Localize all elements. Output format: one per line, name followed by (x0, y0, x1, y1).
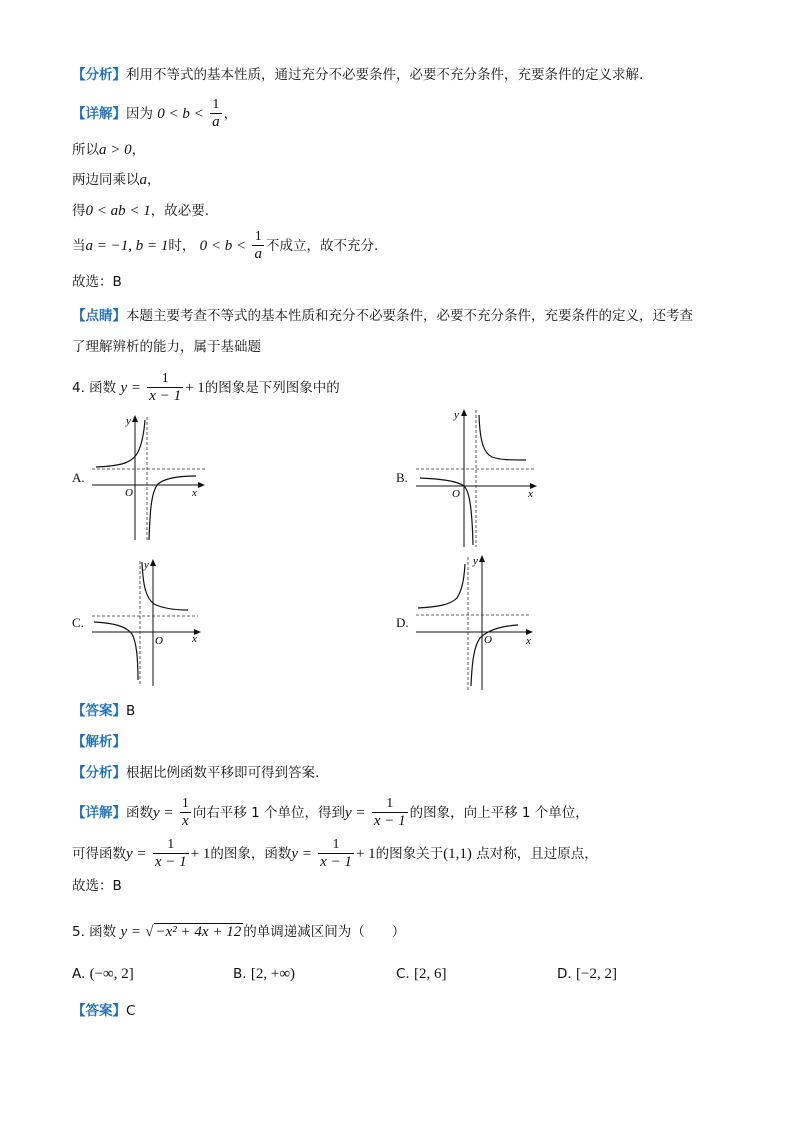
option-label: C. (396, 966, 410, 982)
detail-text: 的图象，向上平移 1 个单位， (409, 805, 589, 822)
mult-text: 两边同乘以 (72, 172, 140, 188)
q3-comment-line-1 (72, 310, 693, 324)
stem-suffix: 的单调递减区间为（ ） (243, 924, 406, 940)
q3-analysis-line (72, 69, 643, 83)
option-c-label: C. (72, 615, 84, 630)
q5-answer-line (72, 1005, 135, 1019)
graph-b (412, 405, 540, 551)
q4-jiexi-line (72, 736, 126, 750)
x-arrow-icon (198, 482, 205, 488)
option-value: [2, +∞) (250, 966, 296, 982)
get-suffix: ，故必要. (150, 203, 210, 219)
q4-stem (72, 372, 340, 404)
jiexi-tag: 【解析】 (72, 734, 126, 750)
detail-text: 向右平移 1 个单位，得到 (192, 805, 345, 822)
frac-num: 1 (332, 837, 340, 852)
y-arrow-icon (150, 559, 156, 566)
sqrt-expression: √ −x² + 4x + 12 (145, 924, 242, 940)
detail-plus: + 1 (355, 846, 376, 863)
graph-d (412, 552, 536, 694)
detail-fraction (180, 797, 191, 829)
when-prefix: 当 (72, 238, 86, 255)
y-label: y (454, 409, 459, 421)
detail-y: y = (345, 805, 366, 822)
curve-left (94, 622, 138, 680)
frac-den: x − 1 (320, 853, 352, 870)
comment-text-1: 本题主要考查不等式的基本性质和充分不必要条件，必要不充分条件，充要条件的定义，还考查 (126, 308, 693, 324)
q4-detail-line-1 (72, 797, 589, 829)
y-arrow-icon (461, 409, 467, 416)
frac-num: 1 (254, 229, 262, 244)
q3-get-line (72, 204, 209, 219)
detail-suffix: ， (223, 106, 238, 123)
detail-fraction (372, 797, 408, 829)
detail-tag: 【详解】 (72, 805, 126, 822)
origin-label: O (125, 487, 133, 499)
when-math: a = −1, b = 1 (85, 238, 169, 255)
detail-text: 点对称，且过原点， (471, 846, 598, 863)
q5-option-c (396, 967, 447, 982)
detail-text: 可得函数 (72, 846, 126, 863)
detail-y: y = (153, 805, 174, 822)
answer-value: B (126, 703, 136, 719)
q3-detail-line (72, 98, 237, 130)
q3-so-line (72, 143, 145, 158)
q3-mult-line (72, 173, 161, 188)
q3-when-line (72, 230, 378, 262)
curve-right (479, 415, 526, 460)
q4-choice-line: 故选：B (72, 878, 122, 894)
frac-num: 1 (181, 796, 189, 811)
detail-y: y = (291, 846, 312, 863)
curve-left (420, 478, 473, 545)
detail-y: y = (126, 846, 147, 863)
analysis-text: 根据比例函数平移即可得到答案. (126, 765, 320, 781)
analysis-text: 利用不等式的基本性质，通过充分不必要条件，必要不充分条件，充要条件的定义求解. (126, 67, 644, 83)
option-b-label: B. (396, 470, 408, 485)
stem-fraction (147, 372, 183, 404)
y-arrow-icon (132, 415, 138, 422)
detail-plus: + 1 (190, 846, 211, 863)
x-label: x (192, 487, 197, 499)
analysis-tag: 【分析】 (72, 67, 126, 83)
radicand: −x² + 4x + 12 (155, 924, 242, 940)
when-fraction (252, 230, 264, 262)
option-value: (−∞, 2] (89, 966, 134, 982)
frac-num: 1 (386, 796, 394, 811)
option-label: B. (233, 966, 247, 982)
q5-stem (72, 925, 405, 940)
q5-option-b (233, 967, 295, 982)
so-suffix: ， (131, 142, 146, 158)
q3-choice-line: 故选：B (72, 274, 122, 290)
detail-text: 的图象关于 (375, 846, 444, 863)
when-mid: 时， (168, 238, 196, 255)
detail-prefix: 因为 (126, 106, 153, 123)
q3-comment-line-2: 了理解辨析的能力，属于基础题 (72, 339, 261, 355)
mult-var: a (139, 172, 147, 188)
stem-prefix: 4. 函数 (72, 380, 117, 397)
x-label: x (528, 488, 533, 500)
q5-option-a (72, 967, 134, 982)
so-math: a > 0 (99, 142, 132, 158)
detail-text: 的图象，函数 (210, 846, 292, 863)
curve-right (471, 625, 518, 686)
frac-den: x − 1 (373, 812, 406, 829)
when-suffix: 不成立，故不充分. (265, 238, 379, 255)
frac-num: 1 (212, 97, 220, 112)
origin-label: O (452, 488, 460, 500)
q4-answer-line (72, 705, 135, 719)
get-math: 0 < ab < 1 (85, 203, 151, 219)
y-label: y (126, 415, 131, 427)
y-label: y (144, 559, 149, 571)
option-d-label: D. (396, 615, 409, 630)
frac-den: x − 1 (149, 387, 182, 404)
graph-a (88, 412, 208, 544)
comment-tag: 【点睛】 (72, 308, 126, 324)
curve-left (96, 420, 145, 467)
frac-num: 1 (167, 837, 175, 852)
option-a-label: A. (72, 470, 85, 485)
stem-prefix: 5. 函数 (72, 924, 117, 940)
y-arrow-icon (479, 555, 485, 562)
detail-fraction (153, 838, 189, 870)
so-prefix: 所以 (72, 142, 99, 158)
detail-inequality: 0 < b < (157, 106, 204, 123)
graph-c (88, 556, 206, 690)
x-label: x (192, 633, 197, 645)
q4-detail-line-2 (72, 838, 598, 870)
curve-right (142, 562, 188, 610)
origin-label: O (484, 634, 492, 646)
answer-tag: 【答案】 (72, 703, 126, 719)
option-value: [−2, 2] (575, 966, 617, 982)
frac-den: x (181, 812, 189, 829)
option-label: A. (72, 966, 86, 982)
symmetry-point: (1,1) (443, 846, 472, 863)
frac-den: x − 1 (154, 853, 187, 870)
answer-tag: 【答案】 (72, 1003, 126, 1019)
detail-tag: 【详解】 (72, 106, 126, 123)
option-label: D. (557, 966, 572, 982)
stem-y: y = (120, 924, 141, 940)
analysis-tag: 【分析】 (72, 765, 126, 781)
detail-fraction (318, 838, 354, 870)
option-value: [2, 6] (414, 966, 447, 982)
frac-den: a (254, 245, 262, 262)
when-inequality: 0 < b < (199, 238, 247, 255)
stem-suffix: 的图象是下列图象中的 (204, 380, 340, 397)
y-label: y (473, 555, 478, 567)
answer-value: C (126, 1003, 136, 1019)
origin-label: O (155, 635, 163, 647)
frac-num: 1 (161, 371, 169, 386)
stem-plus: + 1 (185, 380, 205, 397)
get-prefix: 得 (72, 203, 86, 219)
curve-right (149, 476, 196, 540)
curve-left (418, 564, 465, 608)
stem-y: y = (120, 380, 141, 397)
detail-fraction (210, 98, 222, 130)
q4-analysis-line (72, 767, 319, 781)
mult-suffix: ， (147, 172, 161, 188)
detail-text: 函数 (126, 805, 153, 822)
frac-den: a (212, 113, 220, 130)
x-label: x (526, 635, 531, 647)
q5-option-d (557, 967, 617, 982)
